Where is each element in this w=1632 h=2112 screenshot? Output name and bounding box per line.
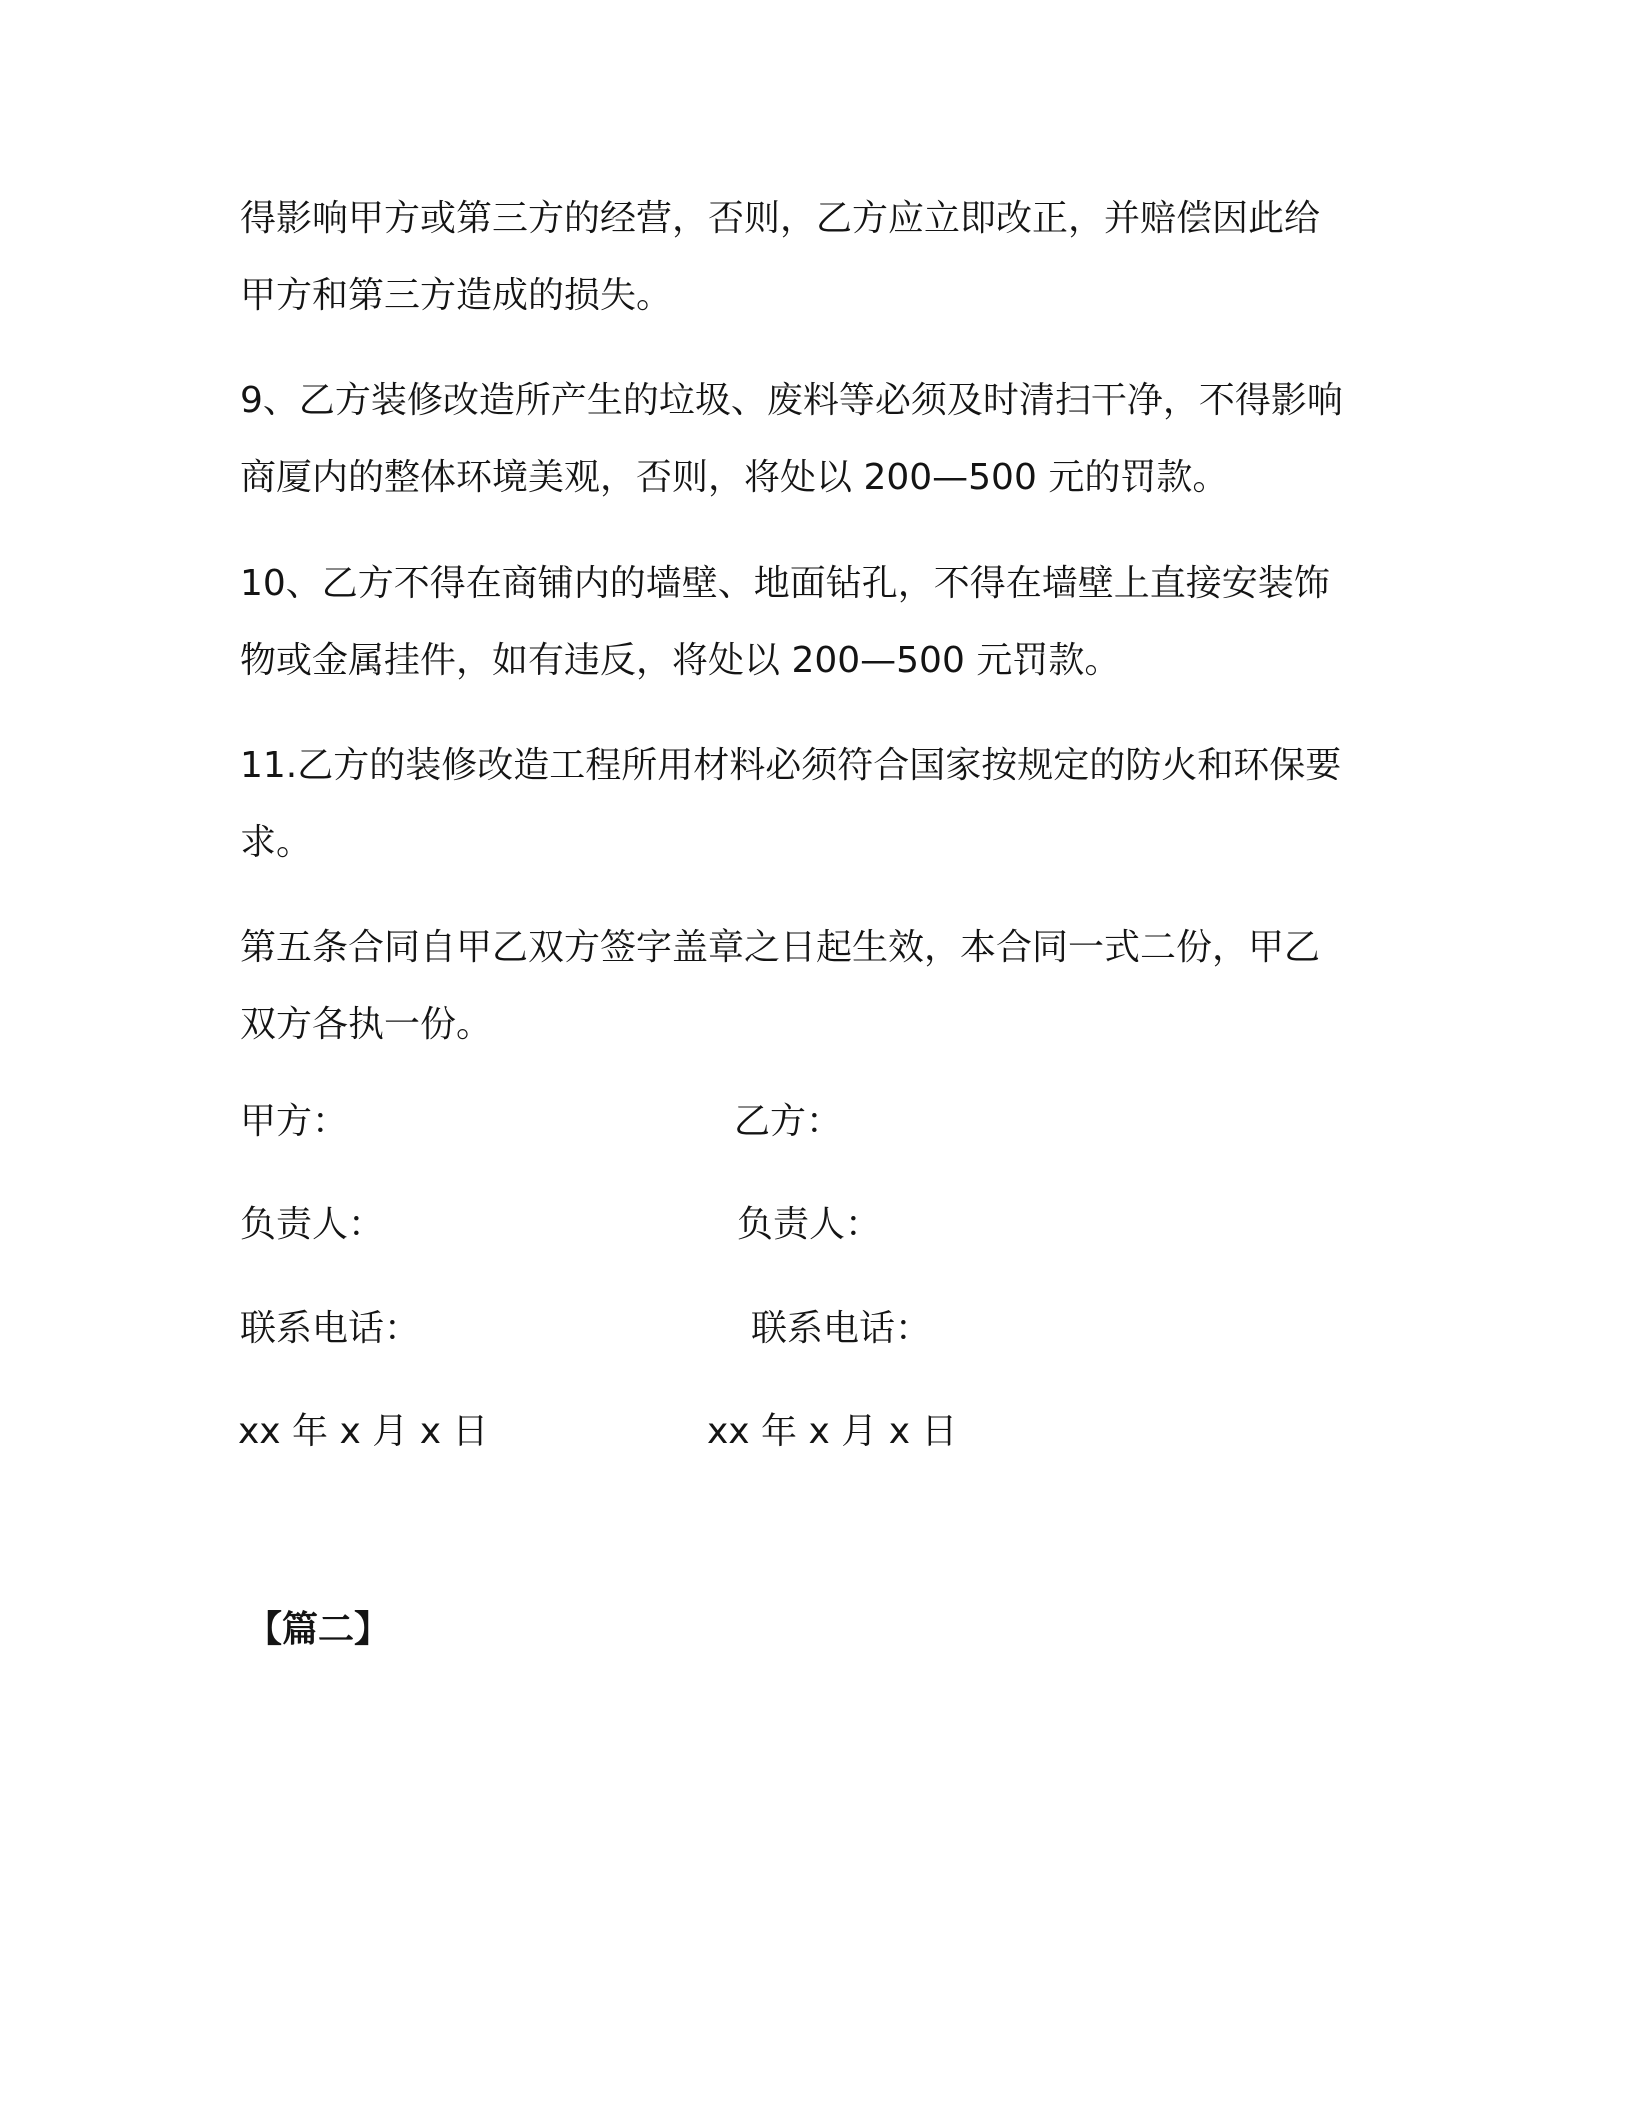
person-a-label: 负责人： [240,1204,385,1245]
person-b-label: 负责人： [737,1204,882,1245]
phone-a-label: 联系电话： [240,1308,421,1349]
party-a-label: 甲方： [240,1101,349,1142]
phone-b-label: 联系电话： [751,1308,932,1349]
signature-row-party [0,1092,1632,1152]
clause-11 [240,727,1400,881]
text-line: 11.乙方的装修改造工程所用材料必须符合国家按规定的防火和环保要 [240,745,1342,786]
date-b-label: xx 年 x 月 x 日 [707,1411,958,1452]
text-line: 物或金属挂件，如有违反，将处以 200—500 元罚款。 [240,640,1121,681]
signature-row-date [0,1402,1632,1462]
text-line: 得影响甲方或第三方的经营，否则，乙方应立即改正，并赔偿因此给 [240,198,1321,239]
text-line: 商厦内的整体环境美观，否则，将处以 200—500 元的罚款。 [240,457,1229,498]
text-line: 第五条合同自甲乙双方签字盖章之日起生效，本合同一式二份，甲乙 [240,927,1321,968]
party-b-label: 乙方： [734,1101,843,1142]
text-line: 甲方和第三方造成的损失。 [240,275,673,316]
signature-row-phone [0,1299,1632,1359]
clause-10 [240,545,1400,699]
clause-9 [240,362,1400,516]
paragraph-compensation [240,180,1400,334]
article-5 [240,909,1400,1063]
signature-row-responsible [0,1195,1632,1255]
text-line: 10、乙方不得在商铺内的墙壁、地面钻孔，不得在墙壁上直接安装饰 [240,563,1330,604]
date-a-label: xx 年 x 月 x 日 [238,1411,489,1452]
text-line: 求。 [240,822,313,863]
text-line: 双方各执一份。 [240,1004,493,1045]
section-heading: 【篇二】 [246,1609,391,1650]
text-line: 9、乙方装修改造所产生的垃圾、废料等必须及时清扫干净，不得影响 [240,380,1343,421]
